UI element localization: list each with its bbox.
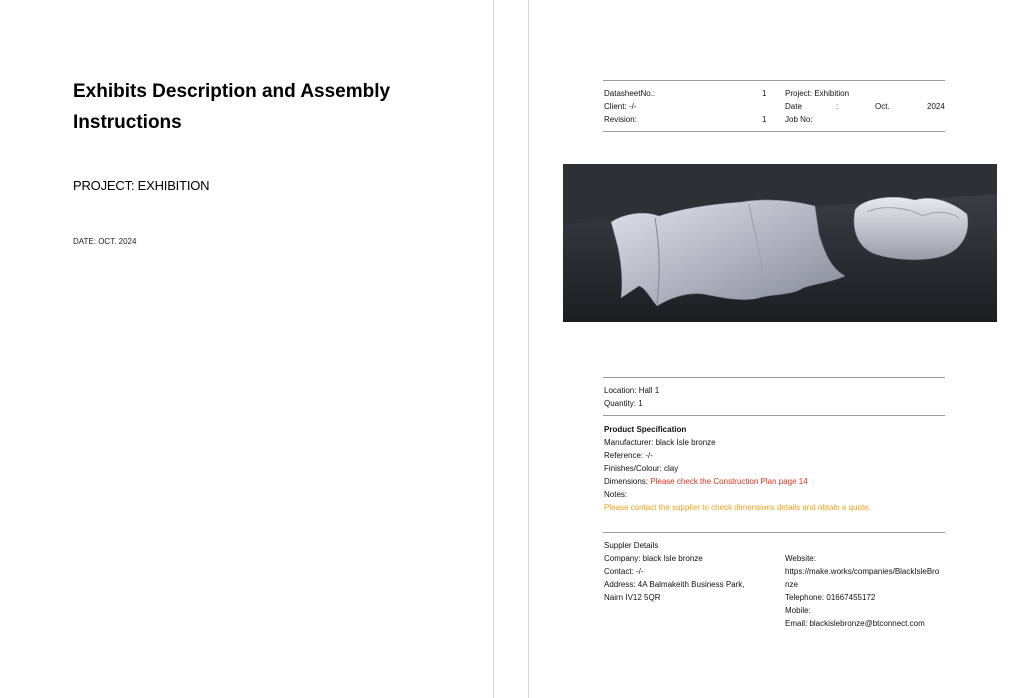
supplier-address-line1: Address: 4A Balmakeith Business Park, — [604, 580, 745, 589]
header-bottom-rule — [603, 131, 945, 132]
supplier-heading: Suppler Details — [604, 541, 659, 550]
cover-project: PROJECT: EXHIBITION — [73, 178, 210, 193]
location-top-rule — [603, 377, 945, 378]
revision-label: Revision: — [604, 115, 637, 124]
datasheet-page — [529, 0, 1023, 698]
dimensions-label: Dimensions: — [604, 477, 651, 486]
supplier-contact: Contact: -/- — [604, 567, 644, 576]
supplier-mobile: Mobile: — [785, 606, 811, 615]
supplier-address-line2: Nairn IV12 5QR — [604, 593, 661, 602]
supplier-email[interactable]: Email: blackislebronze@btconnect.com — [785, 619, 925, 628]
cover-date: DATE: OCT. 2024 — [73, 237, 137, 246]
date-label: Date — [785, 102, 802, 111]
project-field: Project: Exhibition — [785, 89, 850, 98]
supplier-website-label: Website: — [785, 554, 816, 563]
product-image — [563, 164, 997, 322]
date-year: 2024 — [927, 102, 945, 111]
cover-title: Exhibits Description and Assembly Instructions — [73, 81, 391, 133]
dimensions-value: Please check the Construction Plan page 14 — [650, 477, 808, 486]
location-bottom-rule — [603, 415, 945, 416]
supplier-telephone: Telephone: 01667455172 — [785, 593, 876, 602]
job-no-field: Job No: — [785, 115, 813, 124]
product-spec-heading: Product Specification — [604, 425, 687, 434]
supplier-website-line2[interactable]: nze — [785, 580, 798, 589]
supplier-company: Company: black Isle bronze — [604, 554, 703, 563]
notes-label: Notes: — [604, 490, 628, 499]
finishes-field: Finishes/Colour: clay — [604, 464, 679, 473]
location-field: Location: Hall 1 — [604, 386, 660, 395]
quantity-field: Quantity: 1 — [604, 399, 643, 408]
date-month: Oct. — [875, 102, 890, 111]
datasheet-value: 1 — [762, 89, 767, 98]
header-top-rule — [603, 80, 945, 81]
sculpture-render — [563, 164, 997, 322]
cover-page — [0, 0, 493, 698]
client-field: Client: -/- — [604, 102, 637, 111]
page-gutter — [493, 0, 529, 698]
reference-field: Reference: -/- — [604, 451, 653, 460]
manufacturer-field: Manufacturer: black Isle bronze — [604, 438, 716, 447]
dimensions-field — [604, 475, 808, 488]
supplier-website-line1[interactable]: https://make.works/companies/BlackIsleBro — [785, 567, 940, 576]
notes-value: Please contact the supplier to check dimensions details and obtain a quote. — [604, 503, 871, 512]
datasheet-label: DatasheetNo.: — [604, 89, 656, 98]
supplier-top-rule — [603, 532, 945, 533]
revision-value: 1 — [762, 115, 767, 124]
date-colon: : — [836, 102, 839, 111]
